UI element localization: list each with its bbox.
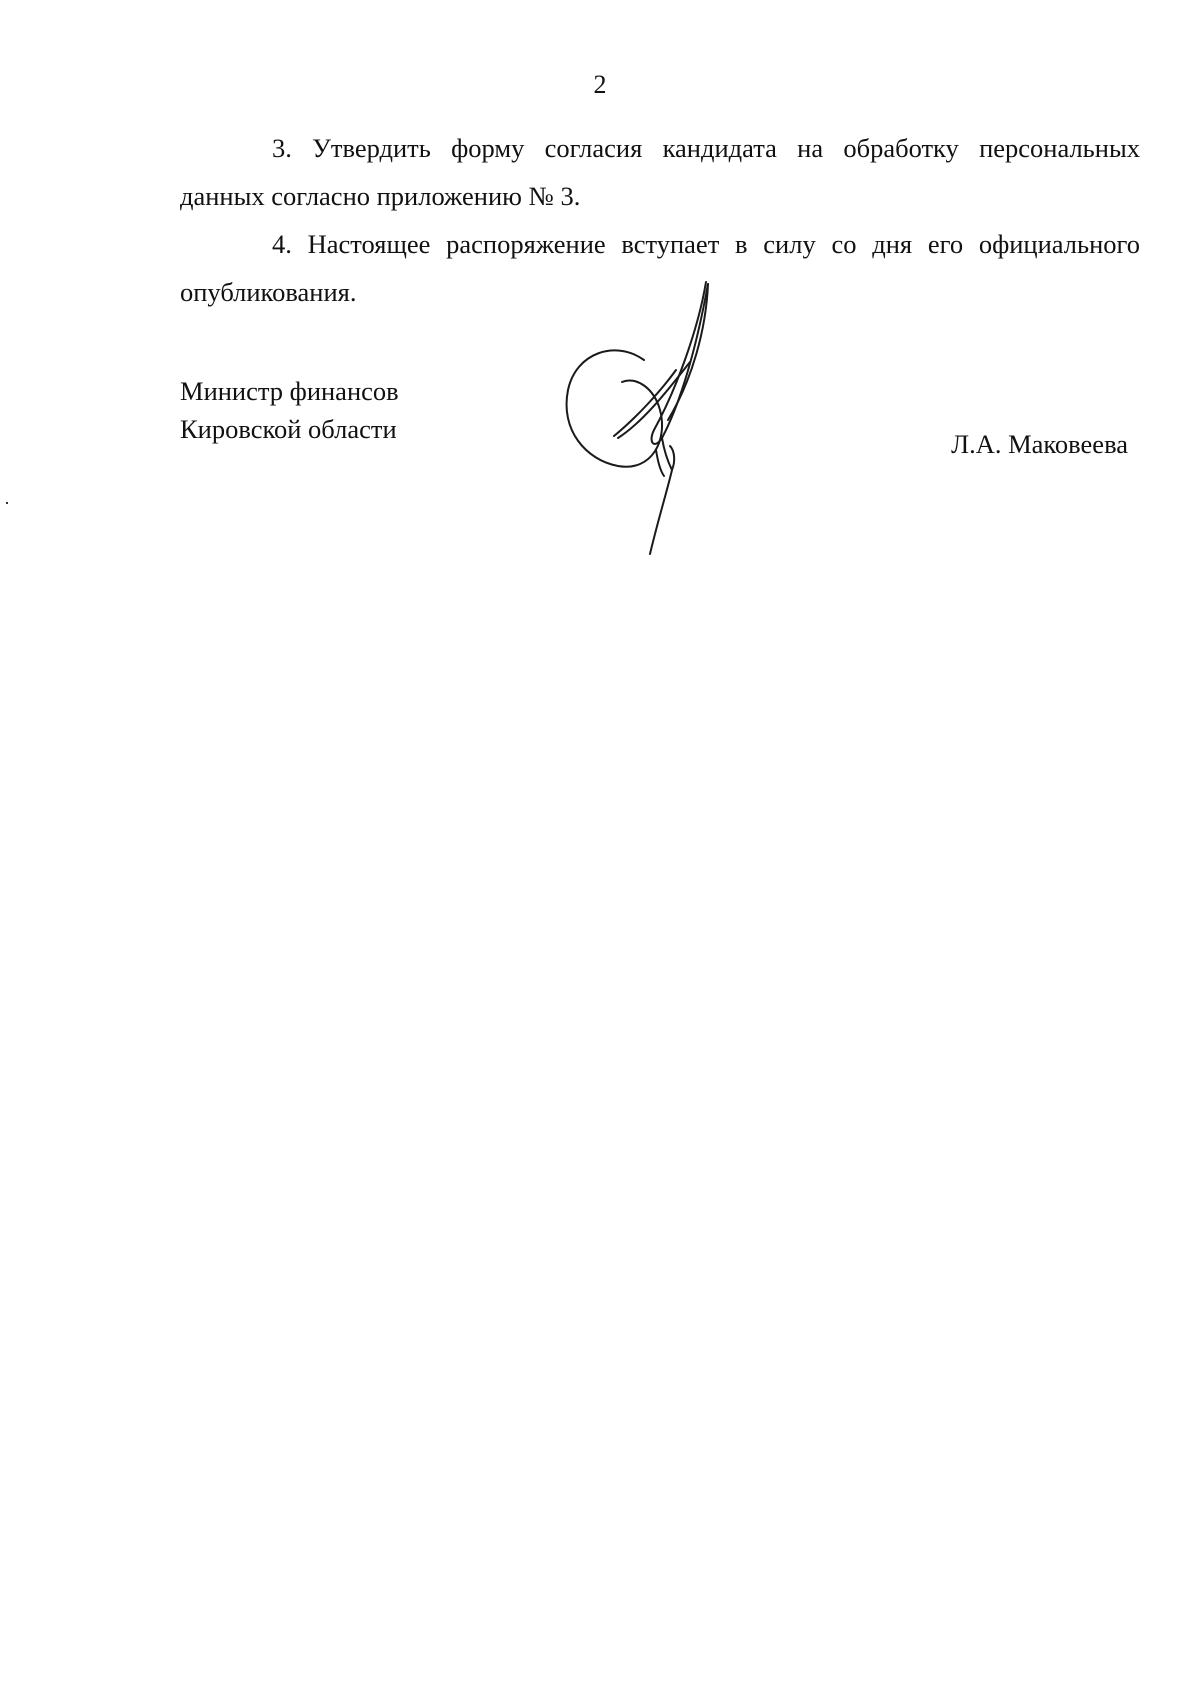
- paragraph-4-line-1: 4. Настоящее распоряжение вступает в силу со дня его официального: [272, 229, 1140, 259]
- page-number: 2: [593, 70, 607, 99]
- signatory-position-line-1: Министр финансов: [180, 376, 399, 406]
- signatory-name: Л.А. Маковеева: [951, 429, 1128, 459]
- paragraph-3-line-1: 3. Утвердить форму согласия кандидата на обработку персональных: [272, 133, 1140, 163]
- signatory-position: [180, 372, 399, 448]
- paragraph-4-line-2: опубликования.: [180, 277, 357, 307]
- paragraph-3-line-2: данных согласно приложению № 3.: [180, 181, 581, 211]
- paragraph-3: [180, 124, 1140, 220]
- signatory-position-line-2: Кировской области: [180, 414, 397, 444]
- scan-artifact-dot: [6, 502, 8, 504]
- handwritten-signature: [556, 270, 756, 560]
